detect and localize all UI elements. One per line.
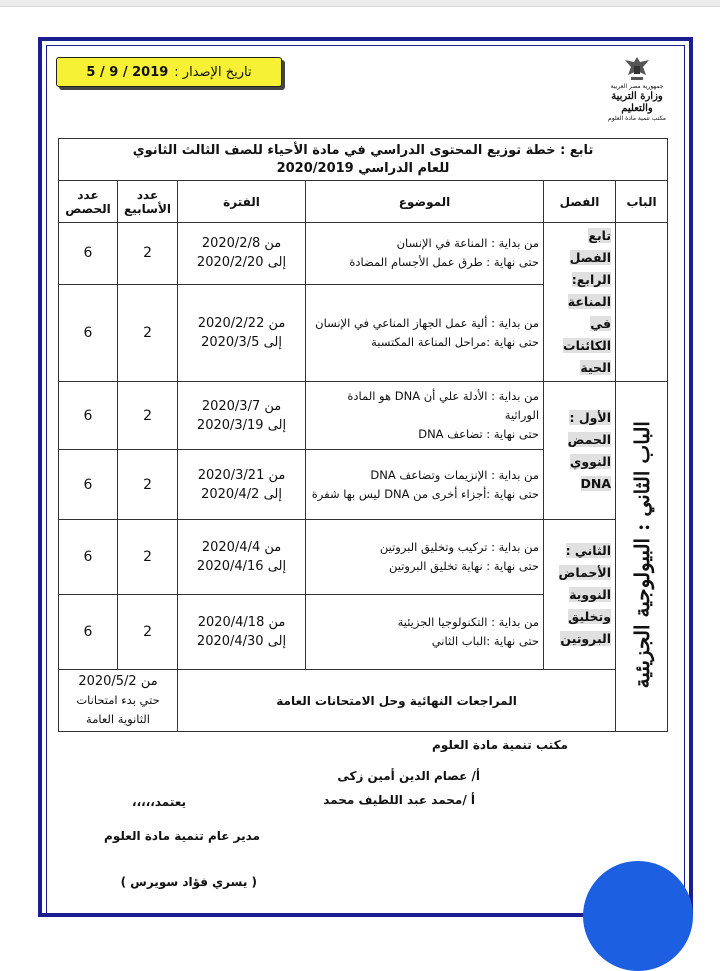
issue-date-label: تاريخ الإصدار : <box>174 64 252 80</box>
sig-director-title: مدير عام تنمية مادة العلوم <box>104 829 260 843</box>
ministry-logo <box>594 55 680 127</box>
classes-cell: 6 <box>59 382 118 450</box>
logo-ministry: وزارة التربية والتعليم <box>611 91 663 114</box>
table-row <box>59 520 668 595</box>
topic-cell <box>306 450 544 520</box>
classes-cell: 6 <box>59 520 118 595</box>
curriculum-plan-table <box>58 138 668 732</box>
topic-cell <box>306 382 544 450</box>
logo-country: جمهورية مصر العربية <box>610 83 664 90</box>
chapter-2-label: الأول : الحمض النووي DNA <box>567 409 612 491</box>
topic-end: حتى نهاية :مراحل المناعة المكتسبة <box>371 334 540 349</box>
topic-end: حتى نهاية : نهاية تخليق البروتين <box>388 559 540 573</box>
topic-start: من بداية : المناعة في الإنسان <box>396 236 540 251</box>
topic-cell <box>306 595 544 670</box>
table-row-review <box>59 670 668 732</box>
period-from: من 2020/4/4 <box>201 540 282 555</box>
topic-end: حتى نهاية :الباب الثاني <box>431 634 540 648</box>
chapter-2-cell <box>544 382 616 520</box>
logo-office: مكتب تنمية مادة العلوم <box>608 115 666 122</box>
topic-cell <box>306 223 544 285</box>
sig-office: مكتب تنمية مادة العلوم <box>432 738 568 752</box>
header-topic: الموضوع <box>306 181 544 223</box>
classes-cell: 6 <box>59 450 118 520</box>
topic-end: حتى نهاية :أجزاء أخرى من DNA ليس بها شفرة <box>311 486 540 501</box>
header-weeks: عدد الأسابيع <box>118 181 178 223</box>
review-from: من 2020/5/2 <box>78 674 158 689</box>
sig-director-name: ( يسري فؤاد سويرس ) <box>120 875 257 889</box>
chapter-3-label: الثاني : الأحماض النووية وتخليق البروتين <box>558 542 612 646</box>
period-from: من 2020/2/8 <box>201 236 282 252</box>
header-bab: الباب <box>616 181 668 223</box>
topic-end: حتى نهاية : تضاعف DNA <box>418 427 540 441</box>
weeks-cell: 2 <box>118 595 178 670</box>
period-cell <box>178 520 306 595</box>
period-cell <box>178 382 306 450</box>
table-title <box>59 139 668 181</box>
period-to: إلى 2020/2/20 <box>196 255 287 271</box>
period-to: إلى 2020/4/16 <box>196 559 287 574</box>
page-top-edge <box>0 0 720 7</box>
issue-date-value: 5 / 9 / 2019 <box>86 64 169 80</box>
weeks-cell: 2 <box>118 223 178 285</box>
chapter-1-label: تابع الفصل الرابع: المناعة في الكائنات الحية <box>563 228 612 375</box>
period-cell <box>178 223 306 285</box>
topic-cell <box>306 520 544 595</box>
header-period: الفترة <box>178 181 306 223</box>
chapter-1-cell <box>544 223 616 382</box>
classes-cell: 6 <box>59 284 118 381</box>
topic-start: من بداية : التكنولوجيا الجزيئية <box>397 615 540 629</box>
weeks-cell: 2 <box>118 284 178 381</box>
table-title-line2: للعام الدراسي 2020/2019 <box>276 160 450 176</box>
classes-cell: 6 <box>59 223 118 285</box>
sig-person-2: أ /محمد عبد اللطيف محمد <box>323 793 475 807</box>
bab-cell <box>616 382 668 732</box>
period-to: إلى 2020/4/30 <box>196 634 287 649</box>
review-period <box>59 670 178 732</box>
eagle-emblem-icon <box>622 55 652 83</box>
table-title-line1: تابع : خطة توزيع المحتوى الدراسي في مادة الأحياء للصف الثالث الثانوي <box>132 142 594 158</box>
topic-start: من بداية : ألية عمل الجهاز المناعي في الإنسان <box>315 315 540 330</box>
review-topic: المراجعات النهائية وحل الامتحانات العامة <box>178 670 616 732</box>
period-cell <box>178 450 306 520</box>
sig-approved: يعتمد،،،،، <box>132 795 186 809</box>
topic-start: من بداية : الإنزيمات وتضاعف DNA <box>370 467 540 482</box>
classes-cell: 6 <box>59 595 118 670</box>
bab-empty-cell <box>616 223 668 382</box>
period-from: من 2020/2/22 <box>197 315 286 331</box>
period-to: إلى 2020/3/5 <box>201 334 282 350</box>
topic-start: من بداية : تركيب وتخليق البروتين <box>379 540 540 554</box>
weeks-cell: 2 <box>118 450 178 520</box>
chapter-3-cell <box>544 520 616 670</box>
table-row <box>59 223 668 285</box>
period-to: إلى 2020/4/2 <box>201 486 282 502</box>
period-cell <box>178 595 306 670</box>
sig-person-1: أ/ عصام الدين أمين زكى <box>337 769 480 783</box>
bab-vertical-title: الباب الثاني : البيولوجية الجزيئية <box>629 420 654 689</box>
period-from: من 2020/3/21 <box>197 467 286 483</box>
header-chapter: الفصل <box>544 181 616 223</box>
period-from: من 2020/4/18 <box>197 615 286 630</box>
period-from: من 2020/3/7 <box>201 398 282 414</box>
blue-circle-decoration <box>583 861 693 971</box>
review-to: حتي بدء امتحانات الثانوية العامة <box>76 693 160 726</box>
weeks-cell: 2 <box>118 382 178 450</box>
header-classes: عدد الحصص <box>59 181 118 223</box>
topic-start: من بداية : الأدلة علي أن DNA هو المادة الوراثية <box>347 389 540 422</box>
table-row <box>59 382 668 450</box>
period-cell <box>178 284 306 381</box>
topic-cell <box>306 284 544 381</box>
topic-end: حتى نهاية : طرق عمل الأجسام المضادة <box>349 255 540 270</box>
weeks-cell: 2 <box>118 520 178 595</box>
period-to: إلى 2020/3/19 <box>196 417 287 433</box>
issue-date-box <box>56 57 282 87</box>
